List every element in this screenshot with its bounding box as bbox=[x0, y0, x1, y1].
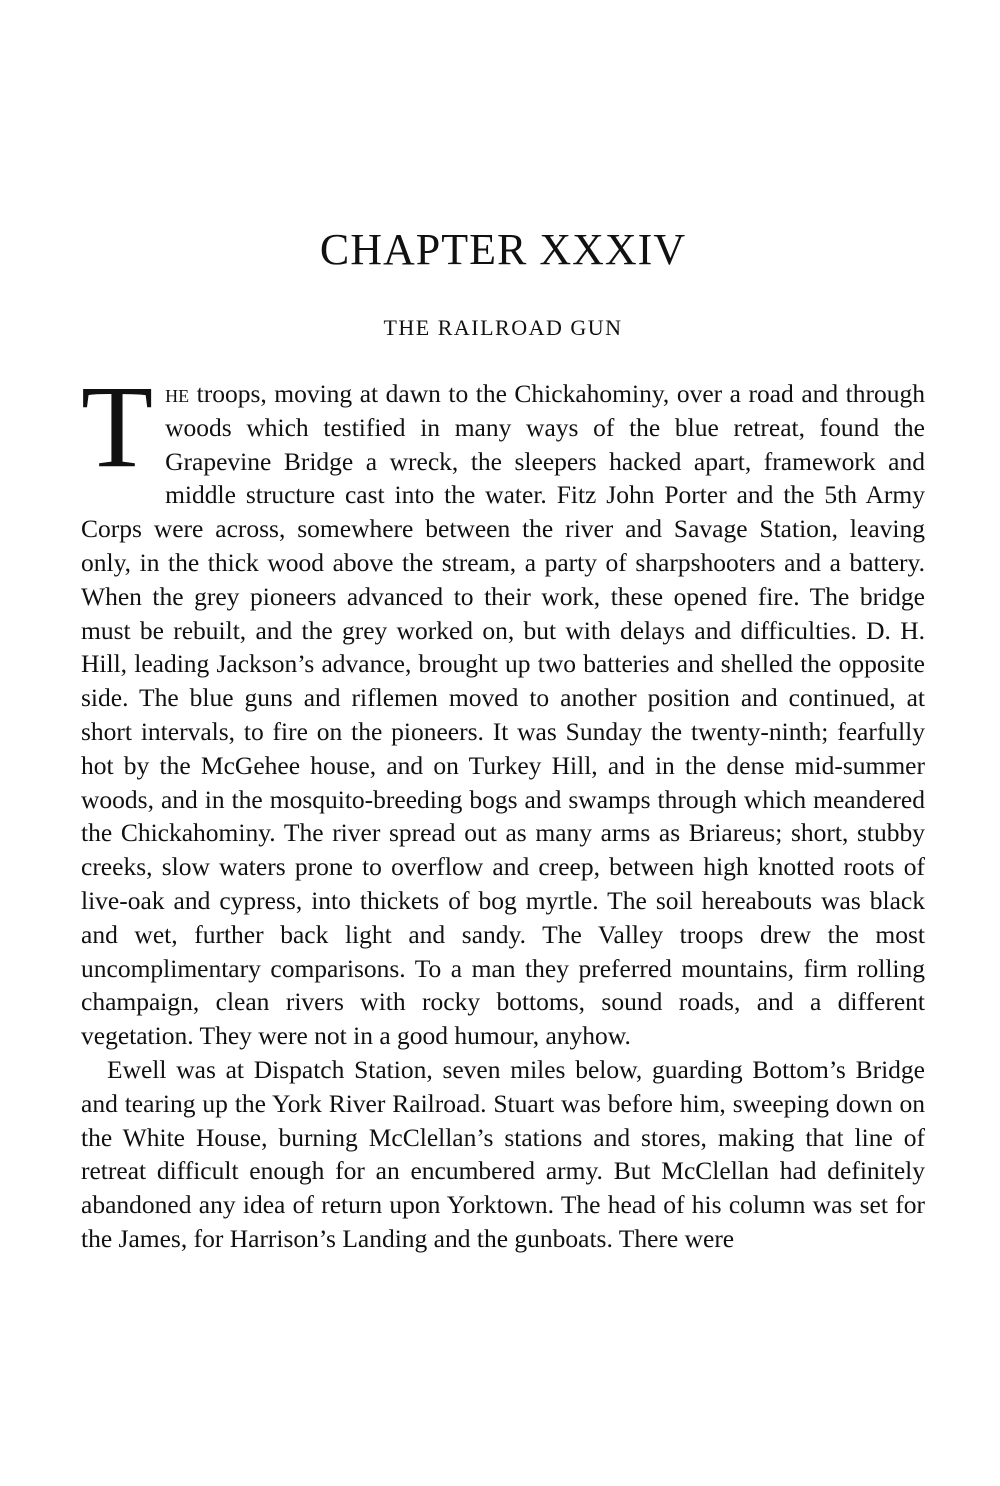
opening-small-caps: he bbox=[165, 379, 190, 408]
paragraph-1-text: troops, moving at dawn to the Chickahominy, over a road and through woods which testified in many ways of the blue retreat, found the Grapevine Bridge a wreck, the sleepers hacked apart, framework and middle structure cast into the water. Fitz John Porter and the 5th Army Corps were across, somewhere between the river and Savage Station, leaving only, in the thick wood above the stream, a party of sharpshooters and a battery. When the grey pioneers advanced to their work, these opened fire. The bridge must be rebuilt, and the grey worked on, but with delays and difficulties. D. H. Hill, leading Jackson’s advance, brought up two batteries and shelled the opposite side. The blue guns and riflemen moved to another position and continued, at short intervals, to fire on the pioneers. It was Sunday the twenty-ninth; fearfully hot by the McGehee house, and on Turkey Hill, and in the dense mid-summer woods, and in the mosquito-breeding bogs and swamps through which meandered the Chickahominy. The river spread out as many arms as Briareus; short, stubby creeks, slow waters prone to overflow and creep, between high knotted roots of live-oak and cypress, into thickets of bog myrtle. The soil hereabouts was black and wet, further back light and sandy. The Valley troops drew the most uncomplimentary comparisons. To a man they preferred mountains, firm rolling champaign, clean rivers with rocky bottoms, sound roads, and a different vegetation. They were not in a good humour, anyhow. bbox=[81, 379, 925, 1051]
paragraph-2-text: Ewell was at Dispatch Station, seven miles below, guarding Bottom’s Bridge and tearing up the York River Railroad. Stuart was before him, sweeping down on the White House, burning McClellan’s stations and stores, making that line of retreat difficult enough for an encumbered army. But McClellan had definitely abandoned any idea of return upon Yorktown. The head of his column was set for the James, for Harrison’s Landing and the gunboats. There were bbox=[81, 1054, 925, 1253]
chapter-body bbox=[81, 361, 925, 1256]
paragraph-1 bbox=[81, 361, 925, 1053]
drop-cap-letter: T bbox=[81, 361, 154, 492]
chapter-subtitle: THE RAILROAD GUN bbox=[383, 315, 623, 340]
chapter-title: CHAPTER XXXIV bbox=[319, 225, 687, 274]
paragraph-2 bbox=[81, 1053, 925, 1256]
book-page bbox=[81, 0, 925, 1486]
